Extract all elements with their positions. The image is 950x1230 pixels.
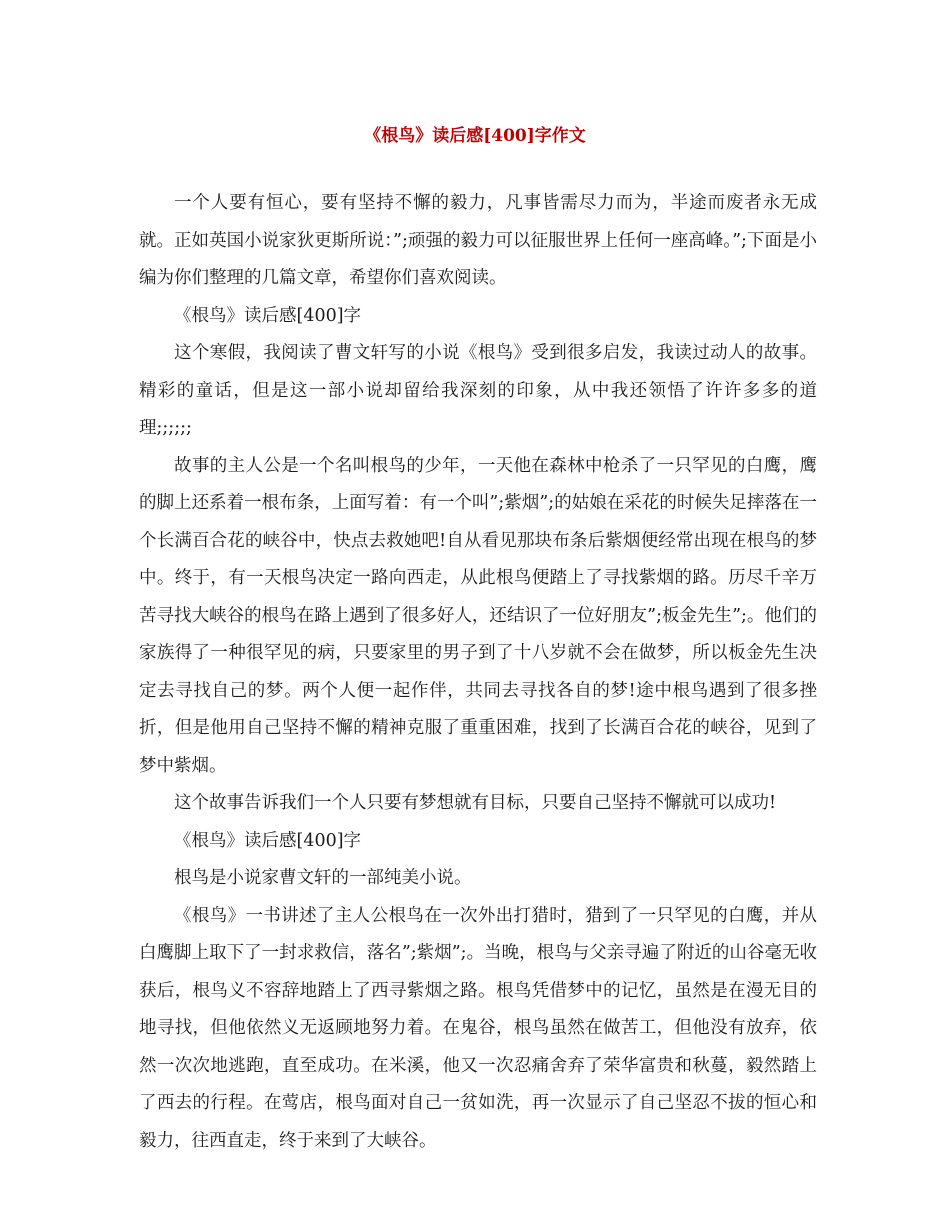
paragraph: 这个寒假，我阅读了曹文轩写的小说《根鸟》受到很多启发，我读过动人的故事。精彩的童话，但是这一部小说却留给我深刻的印象，从中我还领悟了许许多多的道理;;;;;;: [139, 343, 817, 438]
paragraph: 这个故事告诉我们一个人只要有梦想就有目标，只要自己坚持不懈就可以成功!: [174, 793, 777, 813]
document-title: 《根鸟》读后感[400]字作文: [364, 126, 586, 146]
section-heading-2: 《根鸟》读后感[400]字: [174, 830, 362, 851]
paragraph: 《根鸟》一书讲述了主人公根鸟在一次外出打猎时，猎到了一只罕见的白鹰，并从白鹰脚上取下了一封求救信，落名”;紫烟”;。当晚，根鸟与父亲寻遍了附近的山谷毫无收获后，根鸟义不容辞地踏上了西寻紫烟之路。根鸟凭借梦中的记忆，虽然是在漫无目的地寻找，但他依然义无返顾地努力着。在鬼谷，根鸟虽然在做苦工，但他没有放弃，依然一次次地逃跑，直至成功。在米溪，他又一次忍痛舍弃了荣华富贵和秋蔓，毅然踏上了西去的行程。在莺店，根鸟面对自己一贫如洗，再一次显示了自己坚忍不拔的恒心和毅力，往西直走，终于来到了大峡谷。: [139, 905, 817, 1151]
paragraph: 故事的主人公是一个名叫根鸟的少年，一天他在森林中枪杀了一只罕见的白鹰，鹰的脚上还系着一根布条，上面写着：有一个叫”;紫烟”;的姑娘在采花的时候失足摔落在一个长满百合花的峡谷中，快点去救她吧!自从看见那块布条后紫烟便经常出现在根鸟的梦中。终于，有一天根鸟决定一路向西走，从此根鸟便踏上了寻找紫烟的路。历尽千辛万苦寻找大峡谷的根鸟在路上遇到了很多好人，还结识了一位好朋友”;板金先生”;。他们的家族得了一种很罕见的病，只要家里的男子到了十八岁就不会在做梦，所以板金先生决定去寻找自己的梦。两个人便一起作伴，共同去寻找各自的梦!途中根鸟遇到了很多挫折，但是他用自己坚持不懈的精神克服了重重困难，找到了长满百合花的峡谷，见到了梦中紫烟。: [139, 455, 817, 776]
paragraph-intro: 一个人要有恒心，要有坚持不懈的毅力，凡事皆需尽力而为，半途而废者永无成就。正如英国小说家狄更斯所说：”;顽强的毅力可以征服世界上任何一座高峰。”;下面是小编为你们整理的几篇文章，希望你们喜欢阅读。: [139, 193, 817, 288]
section-heading-1: 《根鸟》读后感[400]字: [174, 305, 362, 326]
document-body: [139, 185, 817, 1160]
paragraph: 根鸟是小说家曹文轩的一部纯美小说。: [174, 868, 472, 888]
